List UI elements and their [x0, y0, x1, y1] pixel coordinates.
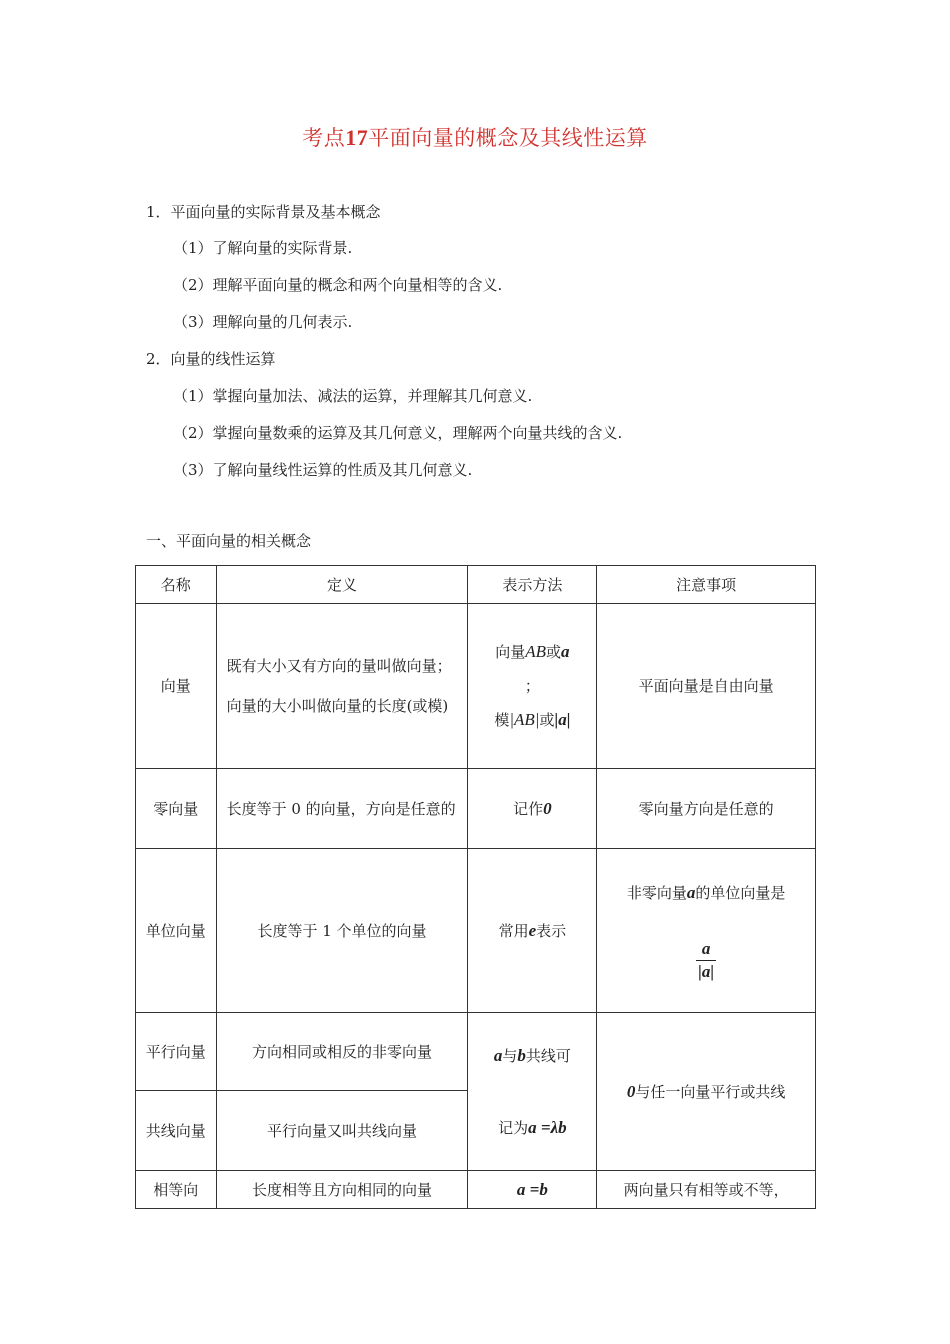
- modulus-a-symbol: |a|: [554, 710, 571, 729]
- modulus-ab-symbol: |AB|: [509, 710, 540, 729]
- vector-a-symbol: a: [686, 883, 696, 902]
- outline-item: 1．平面向量的实际背景及基本概念: [146, 203, 381, 221]
- equal-formula: a =b: [516, 1179, 548, 1199]
- concepts-table: [135, 565, 816, 1209]
- title-prefix: 考点: [302, 126, 346, 150]
- rep-text: 共线可: [525, 1046, 571, 1065]
- cell-name: 零向量: [136, 769, 217, 849]
- cell-notes: [597, 1013, 816, 1171]
- table-row: [136, 849, 816, 1013]
- unit-vector-symbol: e: [528, 920, 537, 940]
- fraction-numerator: a: [696, 938, 716, 961]
- zero-vector-symbol: 0: [543, 798, 552, 818]
- title-text: 平面向量的概念及其线性运算: [368, 126, 648, 150]
- cell-notes: [597, 849, 816, 1013]
- title-number: 17: [345, 125, 369, 150]
- cell-definition: 方向相同或相反的非零向量: [216, 1013, 468, 1091]
- header-notes: 注意事项: [597, 566, 816, 604]
- table-row: [136, 604, 816, 769]
- outline-item: （3）了解向量线性运算的性质及其几何意义.: [173, 461, 473, 479]
- table-row: [136, 1171, 816, 1209]
- outline-item: （2）理解平面向量的概念和两个向量相等的含义.: [173, 276, 503, 294]
- cell-definition: 长度等于 0 的向量，方向是任意的: [216, 769, 468, 849]
- vector-ab-symbol: AB: [525, 642, 547, 661]
- cell-representation: [468, 769, 597, 849]
- outline-item: 2．向量的线性运算: [146, 350, 276, 368]
- cell-representation: [468, 1171, 597, 1209]
- vector-a-symbol: a: [493, 1045, 503, 1065]
- header-definition: 定义: [216, 566, 468, 604]
- outline-item: （3）理解向量的几何表示.: [173, 313, 353, 331]
- rep-text: 或: [546, 643, 562, 661]
- header-name: 名称: [136, 566, 217, 604]
- fraction-denominator: |a|: [698, 962, 715, 981]
- note-text: 的单位向量是: [695, 884, 786, 902]
- cell-definition: 平行向量又叫共线向量: [216, 1091, 468, 1171]
- cell-definition: 长度相等且方向相同的向量: [216, 1171, 468, 1209]
- rep-text: 表示: [536, 921, 567, 940]
- table-row: [136, 769, 816, 849]
- rep-text: 模: [494, 711, 510, 729]
- section-heading: 一、平面向量的相关概念: [146, 532, 312, 550]
- rep-text: 或: [539, 711, 555, 729]
- cell-representation: [468, 849, 597, 1013]
- rep-text: 记作: [513, 799, 544, 818]
- page-title: [0, 122, 950, 152]
- cell-definition: 长度等于 1 个单位的向量: [216, 849, 468, 1013]
- rep-text: 记为: [498, 1118, 529, 1137]
- cell-name: 平行向量: [136, 1013, 217, 1091]
- table-header-row: [136, 566, 816, 604]
- vector-a-symbol: a: [561, 642, 570, 661]
- cell-name: 共线向量: [136, 1091, 217, 1171]
- rep-text: 与: [502, 1046, 518, 1065]
- rep-text: 常用: [498, 921, 529, 940]
- table-row: [136, 1013, 816, 1091]
- note-text: 非零向量: [626, 884, 687, 902]
- unit-vector-fraction: [696, 938, 716, 983]
- outline-item: （1）了解向量的实际背景.: [173, 239, 353, 257]
- cell-name: 相等向: [136, 1171, 217, 1209]
- cell-representation: [468, 604, 597, 769]
- collinear-formula: a =λb: [528, 1117, 567, 1137]
- header-representation: 表示方法: [468, 566, 597, 604]
- rep-text: ；: [524, 677, 540, 695]
- outline-item: （2）掌握向量数乘的运算及其几何意义，理解两个向量共线的含义.: [173, 424, 623, 442]
- cell-notes: 两向量只有相等或不等，: [597, 1171, 816, 1209]
- cell-notes: 平面向量是自由向量: [597, 604, 816, 769]
- cell-representation: [468, 1013, 597, 1171]
- note-text: 与任一向量平行或共线: [635, 1082, 786, 1101]
- outline-item: （1）掌握向量加法、减法的运算，并理解其几何意义.: [173, 387, 533, 405]
- cell-notes: 零向量方向是任意的: [597, 769, 816, 849]
- vector-b-symbol: b: [517, 1045, 526, 1065]
- cell-name: 单位向量: [136, 849, 217, 1013]
- cell-definition: 既有大小又有方向的量叫做向量；向量的大小叫做向量的长度(或模): [216, 604, 468, 769]
- zero-vector-symbol: 0: [626, 1081, 636, 1101]
- cell-name: 向量: [136, 604, 217, 769]
- rep-text: 向量: [495, 643, 526, 661]
